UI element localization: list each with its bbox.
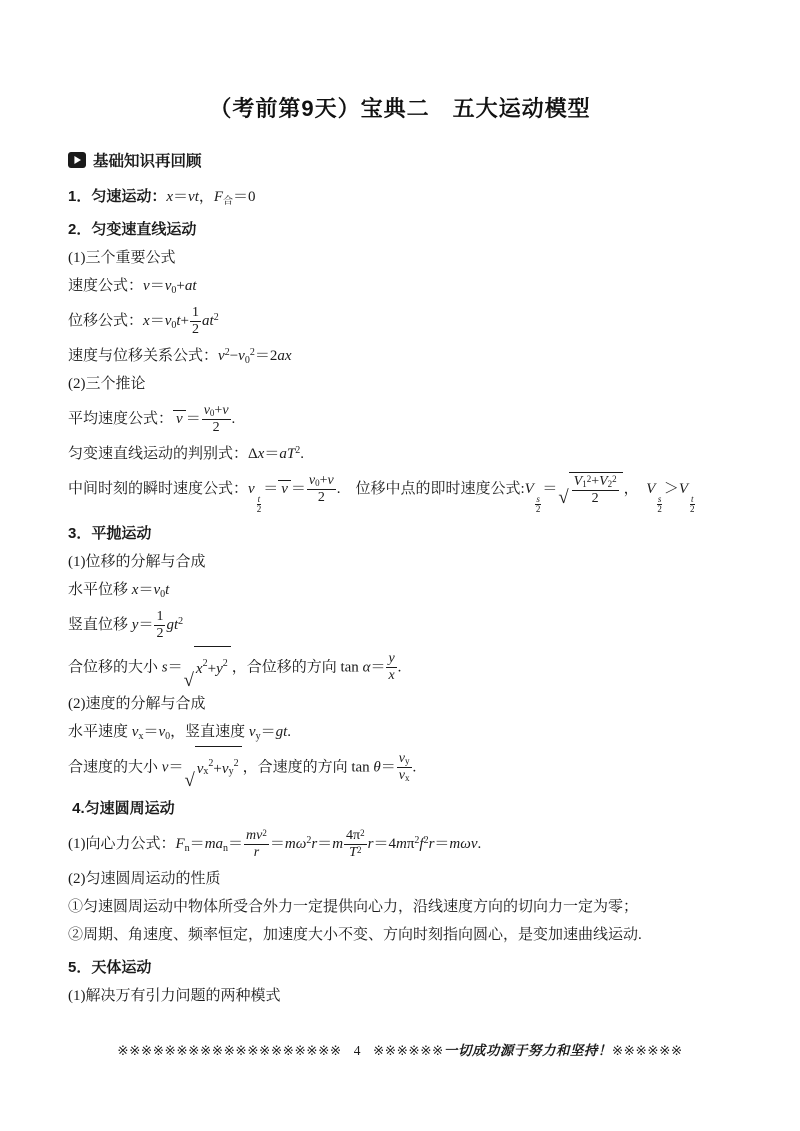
item-1-uniform-motion: 1．匀速运动：x＝vt，$F_合=0$ — [68, 188, 256, 207]
section-header — [68, 149, 742, 171]
vertical-displacement: 竖直位移 y＝ $\frac{1}{2}$ $gt^2$ — [68, 608, 184, 641]
component-velocities: 水平速度 $v_x=v_0$，竖直速度 $v_y=gt$. — [68, 723, 291, 742]
item-5-celestial-motion: 5．天体运动 — [68, 958, 152, 976]
velocity-formula: 速度公式：$v=v_0+at$ — [68, 278, 197, 296]
circular-property-2: ②周期、角速度、频率恒定，加速度大小不变、方向时刻指向圆心，是变加速曲线运动. — [68, 926, 642, 943]
discriminant-formula: 匀变速直线运动的判别式：$\Delta x=aT^2$. — [68, 445, 304, 462]
centripetal-force-formula: (1)向心力公式：$F_n=ma_n=$ $\frac{mv^2}{r}$ $=m\omega^2r=m$ $\frac{4\pi^2}{T^2}$ $r=4m\pi^2f^2r=m\omega v$. — [68, 827, 482, 860]
document-body-wrapper — [0, 149, 800, 1010]
circular-property-1: ①匀速圆周运动中物体所受合外力一定提供向心力，沿线速度方向的切向力一定为零； — [68, 898, 639, 915]
velocity-displacement-formula: 速度与位移关系公式：$v^2-v_0^2=2ax$ — [68, 347, 292, 366]
sub-circular-properties: (2)匀速圆周运动的性质 — [68, 870, 221, 887]
footer-left-stars: ※※※※※※※※※※※※※※※※※※※ — [117, 1043, 342, 1058]
sub-three-corollaries: (2)三个推论 — [68, 376, 146, 392]
average-velocity-formula: 平均速度公式： v ＝ $\frac{v0+v}{2}$ . — [68, 402, 236, 436]
item-4-circular-motion: 4.匀速圆周运动 — [68, 799, 175, 817]
play-icon — [68, 152, 86, 168]
sub-velocity-decomposition: (2)速度的分解与合成 — [68, 695, 206, 712]
sub-three-formulas: (1)三个重要公式 — [68, 250, 176, 266]
resultant-displacement: 合位移的大小 s＝ √ x 2 + y 2 ，合位移的方向 tan α＝ $\frac{y}{x}$ . — [68, 646, 742, 690]
horizontal-displacement: 水平位移 $x=v_0t$ — [68, 581, 170, 600]
page-footer — [0, 1039, 800, 1059]
footer-right-stars: ※※※※※※ — [611, 1043, 683, 1058]
item-3-projectile-motion: 3．平抛运动 — [68, 524, 152, 542]
footer-mid-stars: ※※※※※※ — [372, 1043, 444, 1058]
sub-displacement-decomposition: (1)位移的分解与合成 — [68, 553, 206, 570]
page-title: （考前第9天）宝典二 五大运动模型 — [209, 96, 591, 121]
sub-gravitation-modes: (1)解决万有引力问题的两种模式 — [68, 987, 281, 1004]
document-body — [68, 183, 742, 1010]
page-number: 4 — [353, 1043, 361, 1058]
resultant-velocity: 合速度的大小 v＝ √ v x 2 + v y 2 ，合速度的方向 tan θ＝ $\frac{vy}{vx}$ . — [68, 746, 742, 790]
item-2-uniform-acceleration: 2．匀变速直线运动 — [68, 221, 197, 238]
displacement-formula: 位移公式：$x=v_0t+$ $\frac{1}{2}$ $at^2$ — [68, 304, 219, 338]
midtime-midpoint-velocity: 中间时刻的瞬时速度公式：v $\frac{t}{2}$ ＝ v ＝ $\frac{v0+v}{2}$ . 位移中点的即时速度公式:V $\frac{s}{2}$ ＝ √ $\frac{V1^2+V2^2}{2}$ ， V $\frac{s}{2}$ ＞V $\frac{t}{2}$ — [68, 472, 695, 515]
footer-slogan: 一切成功源于努力和坚持！ — [443, 1043, 612, 1058]
section-header-label: 基础知识再回顾 — [93, 153, 202, 170]
